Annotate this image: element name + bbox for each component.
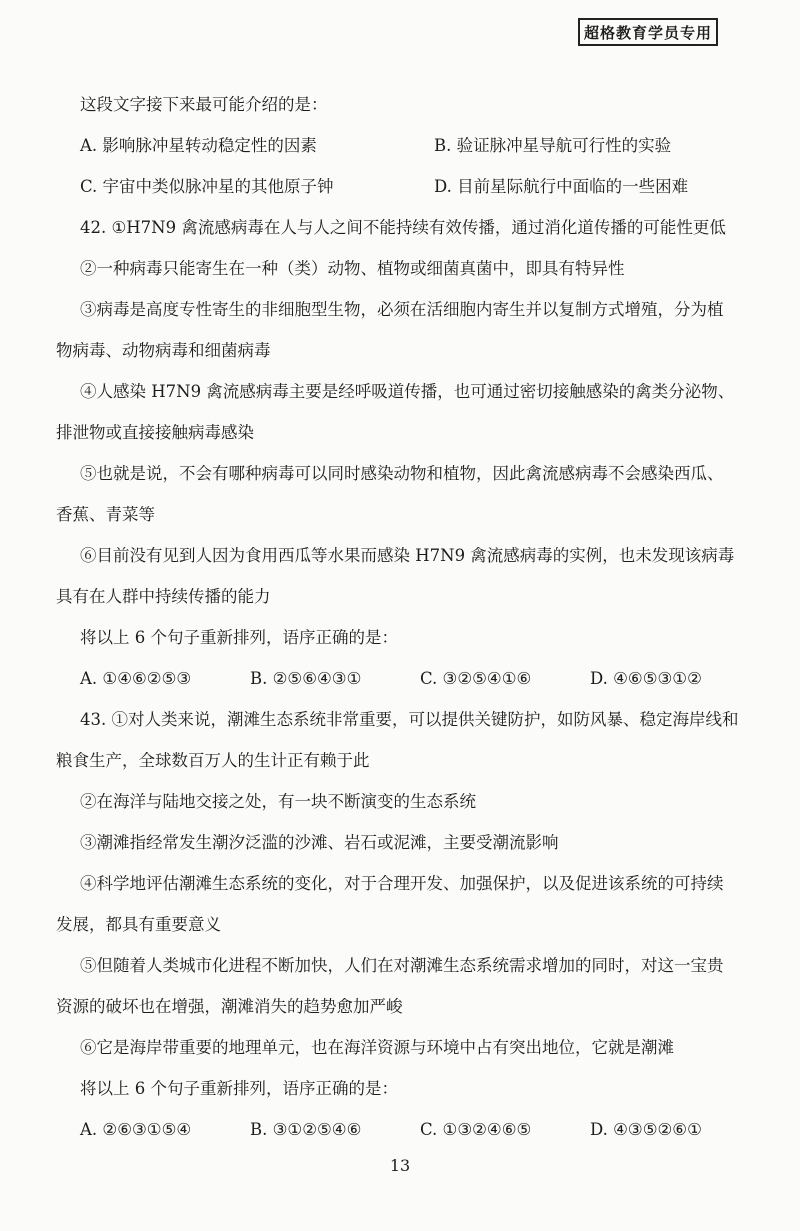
q41-options-row2 [80,166,760,207]
q43-sentence-1-cont: 粮食生产，全球数百万人的生计正有赖于此 [56,751,370,770]
q43-sentence-4-cont: 发展，都具有重要意义 [56,915,221,934]
q43-option-a: A. ②⑥③①⑤④ [80,1120,192,1139]
q43-option-d: D. ④③⑤②⑥① [590,1120,702,1139]
q42-sentence-3-cont: 物病毒、动物病毒和细菌病毒 [56,341,271,360]
page-content [56,84,760,1150]
q42-sentence-3: ③病毒是高度专性寄生的非细胞型生物，必须在活细胞内寄生并以复制方式增殖，分为植 [80,300,724,319]
q43-option-c: C. ①③②④⑥⑤ [420,1120,532,1139]
q41-option-d: D. 目前星际航行中面临的一些困难 [434,177,689,196]
q42-sentence-6: ⑥目前没有见到人因为食用西瓜等水果而感染 H7N9 禽流感病毒的实例，也未发现该病毒 [80,546,735,565]
q41-option-c: C. 宇宙中类似脉冲星的其他原子钟 [80,177,334,196]
page-number: 13 [389,1156,411,1175]
stamp-label: 超格教育学员专用 [578,18,718,46]
q42-option-a: A. ①④⑥②⑤③ [80,669,192,688]
q42-sentence-4: ④人感染 H7N9 禽流感病毒主要是经呼吸道传播，也可通过密切接触感染的禽类分泌物、 [80,382,735,401]
q43-sentence-2: ②在海洋与陆地交接之处，有一块不断演变的生态系统 [80,792,476,811]
q41-stem: 这段文字接下来最可能介绍的是： [80,95,328,114]
q43-sentence-3: ③潮滩指经常发生潮汐泛滥的沙滩、岩石或泥滩，主要受潮流影响 [80,833,559,852]
q42-option-b: B. ②⑤⑥④③① [250,669,362,688]
q42-options [80,658,760,699]
q42-sentence-5-cont: 香蕉、青菜等 [56,505,155,524]
q42-sentence-5: ⑤也就是说，不会有哪种病毒可以同时感染动物和植物，因此禽流感病毒不会感染西瓜、 [80,464,724,483]
q41-option-a: A. 影响脉冲星转动稳定性的因素 [80,136,317,155]
q42-option-d: D. ④⑥⑤③①② [590,669,702,688]
q42-prompt: 将以上 6 个句子重新排列，语序正确的是： [80,628,398,647]
q41-options-row1 [80,125,760,166]
q43-sentence-5-cont: 资源的破坏也在增强，潮滩消失的趋势愈加严峻 [56,997,403,1016]
q43-options [80,1109,760,1150]
q43-sentence-6: ⑥它是海岸带重要的地理单元，也在海洋资源与环境中占有突出地位，它就是潮滩 [80,1038,674,1057]
q42-option-c: C. ③②⑤④①⑥ [420,669,532,688]
q42-sentence-6-cont: 具有在人群中持续传播的能力 [56,587,271,606]
q43-option-b: B. ③①②⑤④⑥ [250,1120,362,1139]
q42-sentence-1: 42. ①H7N9 禽流感病毒在人与人之间不能持续有效传播，通过消化道传播的可能性更低 [80,218,726,237]
q43-sentence-4: ④科学地评估潮滩生态系统的变化，对于合理开发、加强保护，以及促进该系统的可持续 [80,874,724,893]
q43-sentence-1: 43. ①对人类来说，潮滩生态系统非常重要，可以提供关键防护，如防风暴、稳定海岸线和 [80,710,739,729]
q41-option-b: B. 验证脉冲星导航可行性的实验 [434,136,672,155]
q43-prompt: 将以上 6 个句子重新排列，语序正确的是： [80,1079,398,1098]
q43-sentence-5: ⑤但随着人类城市化进程不断加快，人们在对潮滩生态系统需求增加的同时，对这一宝贵 [80,956,724,975]
q42-sentence-2: ②一种病毒只能寄生在一种（类）动物、植物或细菌真菌中，即具有特异性 [80,259,625,278]
q42-sentence-4-cont: 排泄物或直接接触病毒感染 [56,423,254,442]
